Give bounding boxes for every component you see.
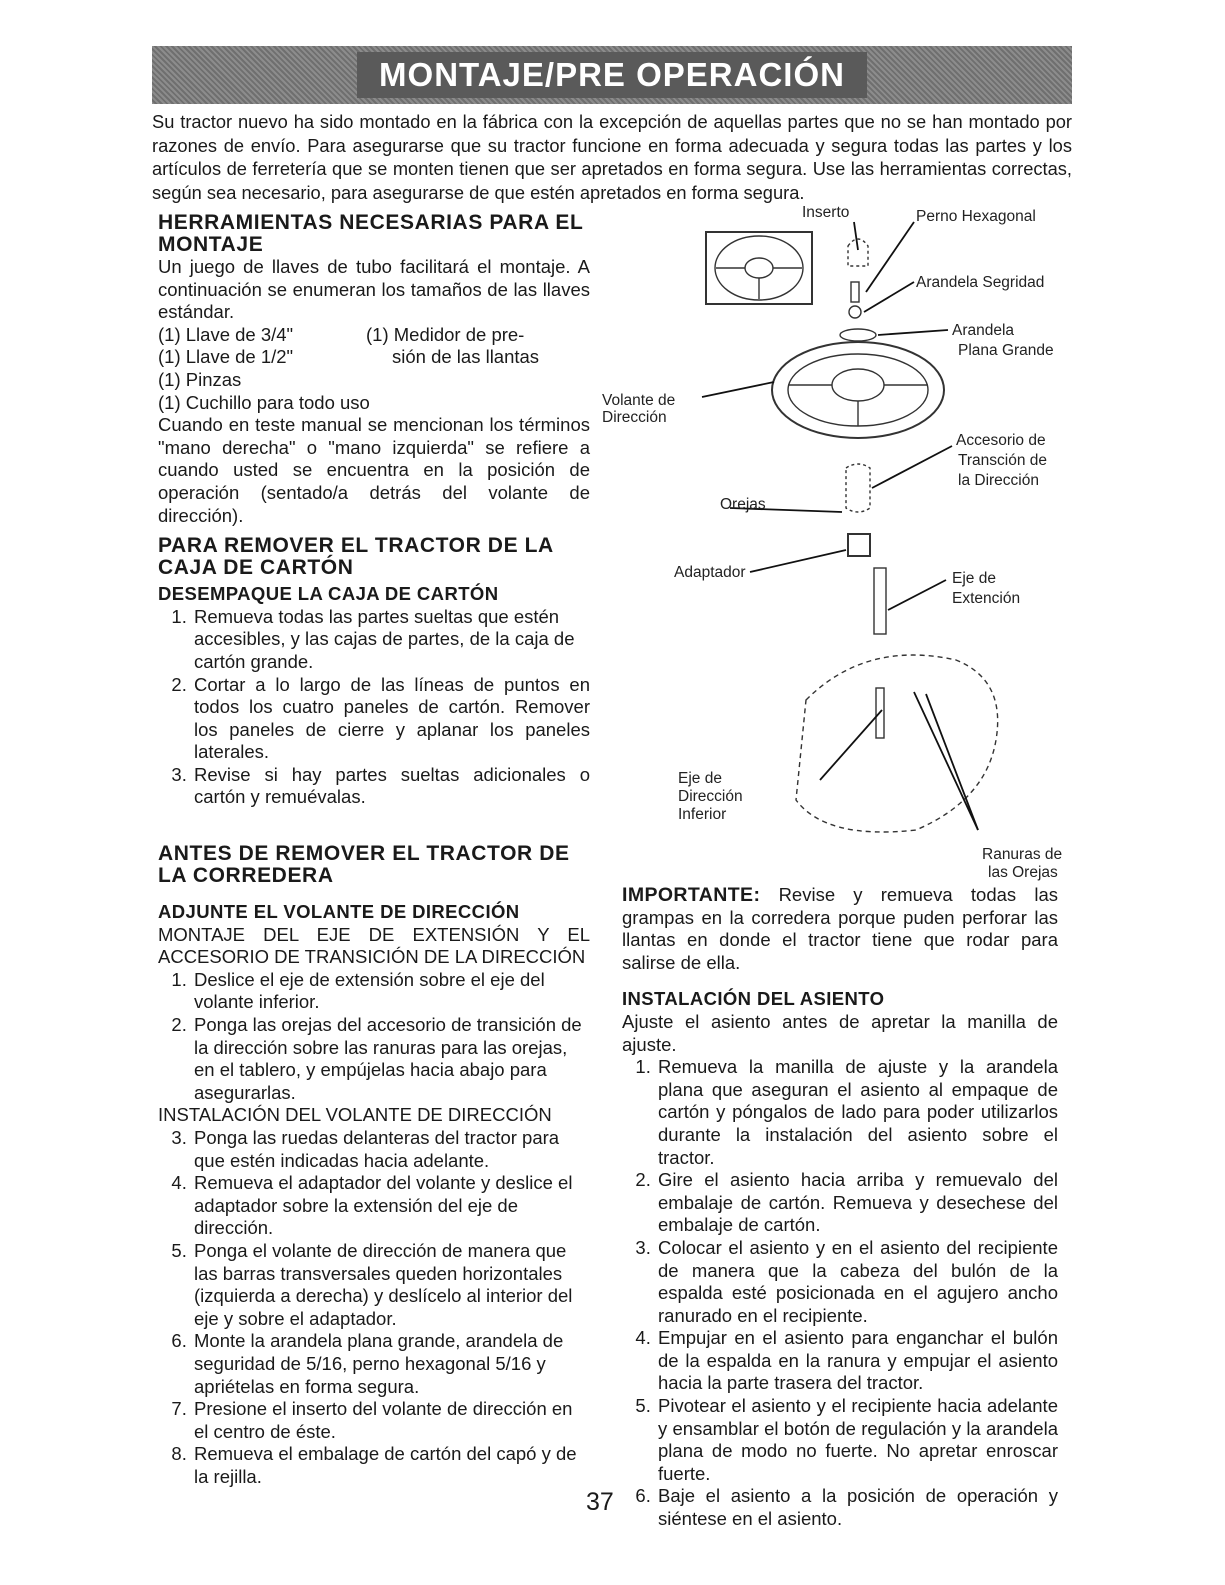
list-item: 8. Remueva el embalage de cartón del capó y de la rejilla.	[192, 1443, 590, 1488]
extension-steps	[158, 969, 590, 1105]
left-column	[158, 212, 590, 1489]
tool-row	[158, 324, 590, 347]
tool-item: (1) Llave de 3/4"	[158, 323, 294, 345]
label-lower-shaft: Dirección	[678, 788, 743, 805]
tools-note: Cuando en teste manual se mencionan los términos "mano derecha" o "mano izquierda" se refiere a cuando usted se encuentra en la posición de operación (sentado/a detrás del volante de dirección).	[158, 414, 590, 526]
list-item: 2. Gire el asiento hacia arriba y remuevalo del embalaje de cartón. Remueva y desechese del embalaje de cartón.	[656, 1169, 1058, 1237]
list-item: 1. Deslice el eje de extensión sobre el eje del volante inferior.	[192, 969, 590, 1014]
leader-line	[864, 282, 914, 312]
tool-item: (1) Medidor de pre-	[366, 323, 525, 345]
label-ear-slots: Ranuras de	[982, 846, 1063, 863]
leader-line	[854, 222, 858, 250]
label-hex-bolt: Perno Hexagonal	[916, 208, 1036, 225]
hex-bolt-part	[851, 282, 859, 302]
page-number: 37	[586, 1488, 614, 1516]
list-item: 2. Cortar a lo largo de las líneas de puntos en todos los cuatro paneles de cartón. Remover los paneles de cierre y aplanar los paneles laterales.	[192, 674, 590, 764]
list-item: 3. Colocar el asiento y en el asiento del recipiente de manera que la cabeza del bulón de la espalda esté posicionada en el agujero ancho ranurado en el recipiente.	[656, 1237, 1058, 1327]
label-adapter: Adaptador	[674, 564, 746, 581]
insert-hub	[745, 258, 773, 278]
label-lower-shaft: Inferior	[678, 806, 727, 823]
label-ears: Orejas	[720, 496, 766, 513]
leader-line	[750, 550, 846, 572]
seat-steps	[622, 1056, 1058, 1530]
diagram-drawing	[596, 200, 1076, 880]
list-item: 1. Remueva la manilla de ajuste y la arandela plana que aseguran el asiento al empaque de cartón y póngalos de lado para poder utilizarlos durante la instalación del asiento sobre el tractor.	[656, 1056, 1058, 1169]
tool-row	[158, 346, 590, 369]
tool-item: (1) Cuchillo para todo uso	[158, 391, 370, 413]
extension-assembly-subheading: MONTAJE DEL EJE DE EXTENSIÓN Y EL ACCESORIO DE TRANSICIÓN DE LA DIRECCIÓN	[158, 923, 590, 968]
label-lower-shaft: Eje de	[678, 770, 722, 787]
label-extension-shaft: Extención	[952, 590, 1021, 607]
label-transition: la Dirección	[958, 472, 1039, 489]
leader-line	[888, 580, 946, 610]
label-ear-slots: las Orejas	[988, 864, 1058, 881]
tool-item: (1) Llave de 1/2"	[158, 346, 294, 368]
list-item: 3. Ponga las ruedas delanteras del tractor para que estén indicadas hacia adelante.	[192, 1127, 590, 1172]
label-extension-shaft: Eje de	[952, 570, 996, 587]
flat-washer-part	[840, 329, 876, 341]
list-item: 5. Pivotear el asiento y el recipiente hacia adelante y ensamblar el botón de regulación y la arandela plana de modo no fuerte. No apretar enroscar fuerte.	[656, 1395, 1058, 1485]
seat-intro: Ajuste el asiento antes de apretar la manilla de ajuste.	[622, 1010, 1058, 1055]
important-label: IMPORTANTE:	[622, 884, 761, 906]
list-item: 1. Remueva todas las partes sueltas que estén accesibles, y las cajas de partes, de la caja de cartón grande.	[192, 606, 590, 674]
attach-wheel-subheading: ADJUNTE EL VOLANTE DE DIRECCIÓN	[158, 901, 520, 923]
label-flat-washer: Arandela	[952, 322, 1015, 339]
leader-line	[878, 330, 948, 335]
list-item: 4. Remueva el adaptador del volante y deslice el adaptador sobre la extensión del eje de dirección.	[192, 1172, 590, 1240]
label-insert: Inserto	[802, 204, 850, 221]
label-steering-wheel: Dirección	[602, 409, 667, 426]
insert-spokes	[716, 268, 802, 299]
list-item: 7. Presione el inserto del volante de dirección en el centro de éste.	[192, 1398, 590, 1443]
leader-line	[702, 382, 774, 397]
label-steering-wheel: Volante de	[602, 392, 676, 409]
steering-wheel-spokes	[788, 385, 928, 426]
list-item: 3. Revise si hay partes sueltas adicionales o cartón y remuévalas.	[192, 764, 590, 809]
insert-part	[848, 239, 868, 266]
list-item: 5. Ponga el volante de dirección de manera que las barras transversales queden horizontales (izquierda a derecha) y deslícelo al interior del eje y sobre el adaptador.	[192, 1240, 590, 1330]
wheel-install-subheading: INSTALACIÓN DEL VOLANTE DE DIRECCIÓN	[158, 1104, 552, 1126]
unpack-subheading: DESEMPAQUE LA CAJA DE CARTÓN	[158, 583, 499, 605]
important-text: Revise y remueva todas las grampas en la corredera porque puden perforar las llantas en donde el tractor tiene que rodar para salirse de ella.	[622, 884, 1059, 973]
right-column	[622, 884, 1058, 1531]
label-transition: Transción de	[958, 452, 1048, 469]
tools-heading: HERRAMIENTAS NECESARIAS PARA EL MONTAJE	[158, 211, 584, 256]
tools-text: Un juego de llaves de tubo facilitará el montaje. A continuación se enumeran los tamaños de las llaves estándar.	[158, 256, 590, 323]
page-title: MONTAJE/PRE OPERACIÓN	[357, 52, 867, 98]
label-flat-washer: Plana Grande	[958, 342, 1054, 359]
list-item: 6. Monte la arandela plana grande, arandela de seguridad de 5/16, perno hexagonal 5/16 y apriételas en forma segura.	[192, 1330, 590, 1398]
before-remove-heading: ANTES DE REMOVER EL TRACTOR DE LA CORREDERA	[158, 842, 570, 888]
important-note	[622, 884, 1058, 974]
adapter-part	[848, 534, 870, 556]
seat-heading: INSTALACIÓN DEL ASIENTO	[622, 988, 885, 1010]
leader-line	[866, 222, 914, 292]
section-banner	[152, 46, 1072, 104]
lock-washer-part	[849, 306, 861, 318]
leader-line	[820, 710, 882, 780]
transition-part	[846, 464, 870, 512]
leader-line	[914, 692, 978, 830]
label-lock-washer: Arandela Segridad	[916, 274, 1045, 291]
steering-wheel-hub	[832, 369, 884, 401]
list-item: 4. Empujar en el asiento para enganchar el bulón de la espalda en la ranura y empujar el asiento hacia la parte trasera del tractor.	[656, 1327, 1058, 1395]
intro-paragraph: Su tractor nuevo ha sido montado en la fábrica con la excepción de aquellas partes que no se han montado por razones de envío. Para asegurarse que su tractor funcione en forma adecuada y segura todas las partes y los artículos de ferretería que se monten tienen que ser apretados en forma segura. Use las herramientas correctas, según sea necesario, para asegurarse de que estén apretados en forma segura.	[152, 111, 1072, 203]
tool-item: (1) Pinzas	[158, 368, 242, 390]
steering-wheel-diagram	[596, 200, 1076, 880]
unpack-steps	[158, 606, 590, 809]
list-item: 6. Baje el asiento a la posición de operación y siéntese en el asiento.	[656, 1485, 1058, 1530]
label-transition: Accesorio de	[956, 432, 1046, 449]
list-item: 2. Ponga las orejas del accesorio de transición de la dirección sobre las ranuras para las orejas, en el tablero, y empújelas hacia abajo para asegurarlas.	[192, 1014, 590, 1104]
remove-box-heading: PARA REMOVER EL TRACTOR DE LA CAJA DE CARTÓN	[158, 534, 554, 580]
tool-item: sión de las llantas	[392, 346, 540, 368]
leader-line	[872, 446, 952, 488]
wheel-install-steps	[158, 1127, 590, 1489]
extension-shaft-part	[874, 568, 886, 634]
